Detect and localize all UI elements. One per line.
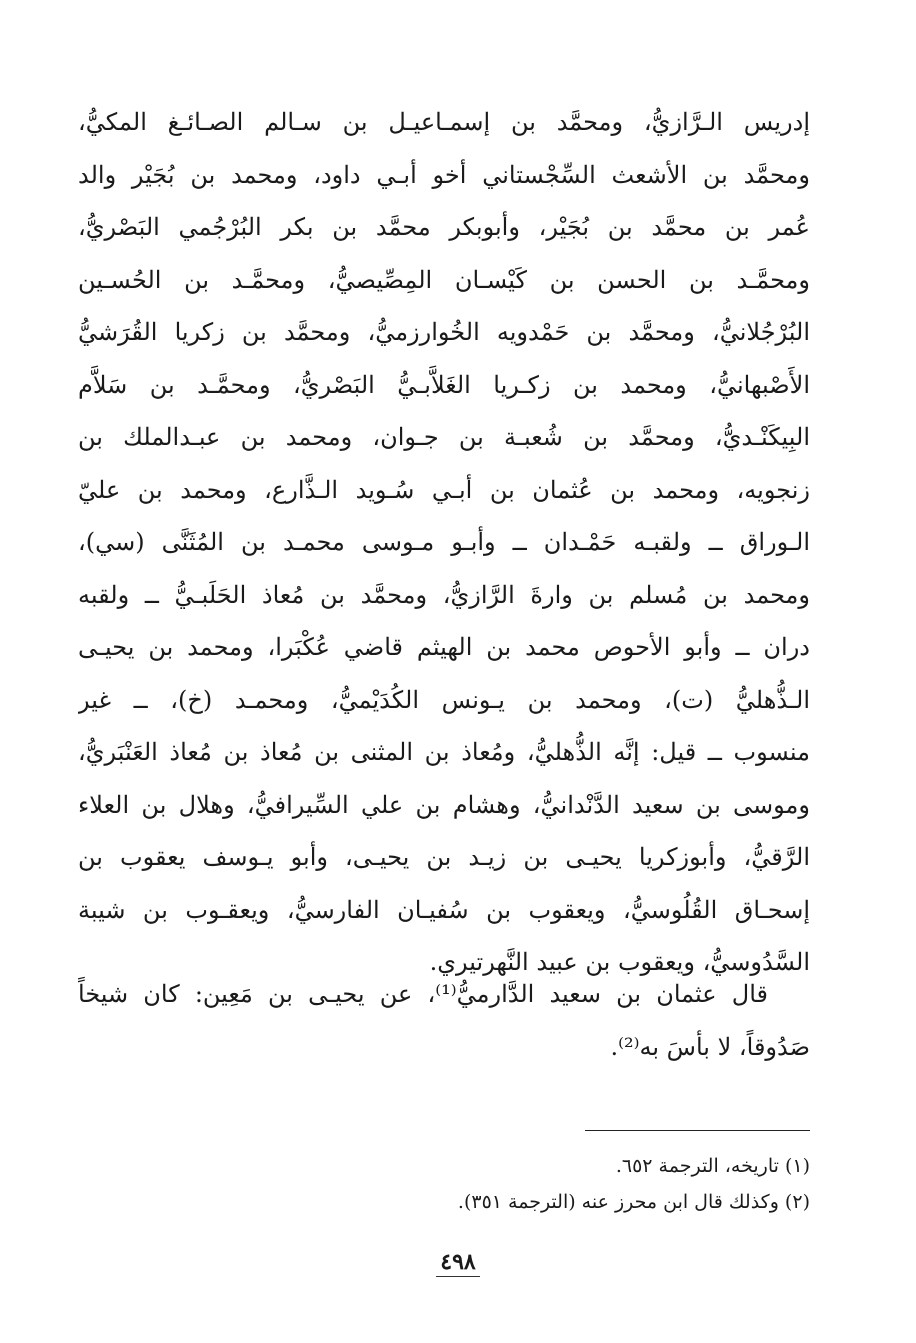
text-line: الرَّقيُّ، وأبوزكريا يحيـى بن زيـد بن يحيـى، وأبو يـوسف يعقوب بن: [78, 843, 810, 871]
main-text-block: [78, 96, 810, 989]
text-line: البِيكَنْـديُّ، ومحمَّد بن شُعبـة بن جـوان، ومحمد بن عبـدالملك بن: [78, 423, 810, 451]
text-line: الـذُّهليُّ (ت)، ومحمد بن يـونس الكُدَيْميُّ، ومحمـد (خ)، ــ غير: [78, 685, 810, 714]
text-line: إسحـاق القُلُوسيُّ، ويعقوب بن سُفيـان الفارسيُّ، ويعقـوب بن شيبة: [78, 895, 810, 924]
text-line: البُرْجُلانيُّ، ومحمَّد بن حَمْدويه الخُوارزميُّ، ومحمَّد بن زكريا القُرَشيُّ: [78, 318, 810, 346]
footnote-item: (٢) وكذلك قال ابن محرز عنه (الترجمة ٣٥١).: [457, 1191, 810, 1213]
footnote-item: (١) تاريخه، الترجمة ٦٥٢.: [615, 1155, 810, 1177]
quote-paragraph: [78, 968, 810, 1073]
text-line: الـوراق ــ ولقبـه حَمْـدان ــ وأبـو مـوسى محمـد بن المُثَنَّى (سي)،: [78, 528, 810, 556]
text-line: ومحمَّد بن الأشعث السِّجْستاني أخو أبـي داود، ومحمد بن بُجَيْر والد: [78, 160, 810, 189]
text-line: عُمر بن محمَّد بن بُجَيْر، وأبوبكر محمَّد بن بكر البُرْجُمي البَصْريُّ،: [78, 213, 810, 241]
page-number-text: ٤٩٨: [436, 1248, 479, 1277]
text-line: دران ــ وأبو الأحوص محمد بن الهيثم قاضي عُكْبَرا، ومحمد بن يحيـى: [78, 633, 810, 661]
text-line: وموسى بن سعيد الدَّنْدانيُّ، وهشام بن علي السِّيرافيُّ، وهلال بن العلاء: [78, 790, 810, 819]
text-line: زنجويه، ومحمد بن عُثمان بن أبـي سُـويد الـذَّارع، ومحمد بن عليّ: [78, 475, 810, 504]
footnote-separator: [585, 1130, 810, 1131]
footnotes: [110, 1148, 810, 1220]
text-line: السَّدُوسيُّ، ويعقوب بن عبيد النَّهرتيري.: [429, 948, 810, 976]
text-line: ومحمَّـد بن الحسن بن كَيْسـان المِصِّيصيُّ، ومحمَّـد بن الحُسـين: [78, 265, 810, 294]
text-line: إدريس الـرَّازيُّ، ومحمَّد بن إسمـاعيـل بن سـالم الصـائـغ المكيُّ،: [78, 108, 810, 136]
page-number: [0, 1248, 916, 1277]
text-line: منسوب ــ قيل: إنَّه الذُّهليُّ، ومُعاذ بن المثنى بن مُعاذ بن مُعاذ العَنْبَريُّ،: [78, 738, 810, 766]
quote-line: قال عثمان بن سعيد الدَّارميُّ⁽¹⁾، عن يحيـى بن مَعِين: كان شيخاً: [78, 980, 768, 1008]
text-line: الأَصْبهانيُّ، ومحمد بن زكـريا الغَلاَّبـيُّ البَصْريُّ، ومحمَّـد بن سَلاَّم: [78, 370, 810, 399]
text-line: ومحمد بن مُسلم بن وارةَ الرَّازيُّ، ومحمَّد بن مُعاذ الحَلَبـيُّ ــ ولقبه: [78, 580, 810, 609]
quote-line: صَدُوقاً، لا بأسَ به⁽²⁾.: [610, 1032, 810, 1061]
